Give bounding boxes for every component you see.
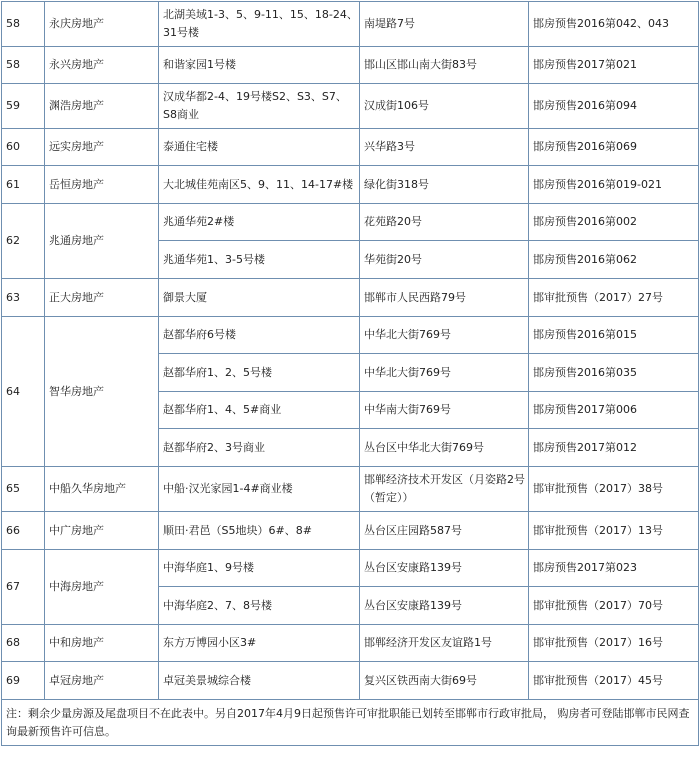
project-name: 兆通华苑1、3-5号楼 xyxy=(159,241,360,279)
table-row xyxy=(2,166,699,204)
permit-number: 邯审批预售（2017）27号 xyxy=(529,279,699,317)
row-number: 58 xyxy=(2,47,45,84)
table-row xyxy=(2,129,699,166)
developer-name: 永庆房地产 xyxy=(45,2,159,47)
project-address: 邯山区邯山南大街83号 xyxy=(360,47,529,84)
permit-number: 邯房预售2017第006 xyxy=(529,392,699,429)
row-number: 64 xyxy=(2,317,45,467)
permit-number: 邯房预售2016第035 xyxy=(529,354,699,392)
permit-number: 邯房预售2016第015 xyxy=(529,317,699,354)
project-address: 邯郸经济开发区友谊路1号 xyxy=(360,625,529,662)
permit-number: 邯房预售2016第069 xyxy=(529,129,699,166)
developer-name: 中广房地产 xyxy=(45,512,159,550)
developer-name: 岳恒房地产 xyxy=(45,166,159,204)
project-name: 赵都华府6号楼 xyxy=(159,317,360,354)
developer-name: 卓冠房地产 xyxy=(45,662,159,700)
project-address: 中华南大街769号 xyxy=(360,392,529,429)
permit-number: 邯房预售2017第021 xyxy=(529,47,699,84)
project-name: 赵都华府1、4、5#商业 xyxy=(159,392,360,429)
table-row xyxy=(2,47,699,84)
row-number: 59 xyxy=(2,84,45,129)
project-name: 中海华庭2、7、8号楼 xyxy=(159,587,360,625)
project-name: 赵都华府1、2、5号楼 xyxy=(159,354,360,392)
permit-number: 邯房预售2016第042、043 xyxy=(529,2,699,47)
permit-number: 邯房预售2016第094 xyxy=(529,84,699,129)
project-address: 汉成街106号 xyxy=(360,84,529,129)
permit-number: 邯审批预售（2017）70号 xyxy=(529,587,699,625)
table-row xyxy=(2,662,699,700)
project-address: 丛台区庄园路587号 xyxy=(360,512,529,550)
developer-name: 正大房地产 xyxy=(45,279,159,317)
project-address: 绿化街318号 xyxy=(360,166,529,204)
project-address: 丛台区中华北大街769号 xyxy=(360,429,529,467)
project-address: 华苑街20号 xyxy=(360,241,529,279)
row-number: 61 xyxy=(2,166,45,204)
row-number: 67 xyxy=(2,550,45,625)
project-address: 邯郸经济技术开发区（月姿路2号（暂定）） xyxy=(360,467,529,512)
permit-number: 邯房预售2017第023 xyxy=(529,550,699,587)
row-number: 65 xyxy=(2,467,45,512)
row-number: 62 xyxy=(2,204,45,279)
project-name: 大北城佳苑南区5、9、11、14-17#楼 xyxy=(159,166,360,204)
table-row xyxy=(2,550,699,587)
project-name: 泰通住宅楼 xyxy=(159,129,360,166)
project-address: 中华北大街769号 xyxy=(360,354,529,392)
project-address: 邯郸市人民西路79号 xyxy=(360,279,529,317)
row-number: 66 xyxy=(2,512,45,550)
table-row xyxy=(2,2,699,47)
project-name: 北湖美域1-3、5、9-11、15、18-24、31号楼 xyxy=(159,2,360,47)
table-row xyxy=(2,700,699,746)
project-address: 复兴区铁西南大街69号 xyxy=(360,662,529,700)
table-row xyxy=(2,204,699,241)
project-name: 卓冠美景城综合楼 xyxy=(159,662,360,700)
row-number: 60 xyxy=(2,129,45,166)
table-row xyxy=(2,625,699,662)
permit-number: 邯房预售2016第002 xyxy=(529,204,699,241)
table-row xyxy=(2,467,699,512)
table-row xyxy=(2,84,699,129)
table-row xyxy=(2,317,699,354)
project-name: 和谐家园1号楼 xyxy=(159,47,360,84)
footnote: 注：剩余少量房源及尾盘项目不在此表中。另自2017年4月9日起预售许可审批职能已划转至邯郸市行政审批局， 购房者可登陆邯郸市民网查询最新预售许可信息。 xyxy=(2,700,699,746)
permit-number: 邯房预售2016第062 xyxy=(529,241,699,279)
project-name: 中海华庭1、9号楼 xyxy=(159,550,360,587)
project-name: 兆通华苑2#楼 xyxy=(159,204,360,241)
project-address: 丛台区安康路139号 xyxy=(360,587,529,625)
developer-name: 中船久华房地产 xyxy=(45,467,159,512)
row-number: 58 xyxy=(2,2,45,47)
project-name: 汉成华都2-4、19号楼S2、S3、S7、S8商业 xyxy=(159,84,360,129)
developer-name: 兆通房地产 xyxy=(45,204,159,279)
table-row xyxy=(2,279,699,317)
project-address: 丛台区安康路139号 xyxy=(360,550,529,587)
project-name: 顺田·君邑（S5地块）6#、8# xyxy=(159,512,360,550)
row-number: 63 xyxy=(2,279,45,317)
project-address: 花苑路20号 xyxy=(360,204,529,241)
developer-name: 永兴房地产 xyxy=(45,47,159,84)
permit-number: 邯房预售2016第019-021 xyxy=(529,166,699,204)
project-address: 中华北大街769号 xyxy=(360,317,529,354)
developer-name: 中海房地产 xyxy=(45,550,159,625)
permit-number: 邯审批预售（2017）45号 xyxy=(529,662,699,700)
project-address: 南堤路7号 xyxy=(360,2,529,47)
project-name: 御景大厦 xyxy=(159,279,360,317)
developer-name: 中和房地产 xyxy=(45,625,159,662)
project-address: 兴华路3号 xyxy=(360,129,529,166)
project-name: 赵都华府2、3号商业 xyxy=(159,429,360,467)
developer-name: 远实房地产 xyxy=(45,129,159,166)
permit-number: 邯审批预售（2017）13号 xyxy=(529,512,699,550)
presale-permit-table xyxy=(1,1,699,746)
permit-number: 邯审批预售（2017）38号 xyxy=(529,467,699,512)
project-name: 东方万博园小区3# xyxy=(159,625,360,662)
row-number: 69 xyxy=(2,662,45,700)
row-number: 68 xyxy=(2,625,45,662)
permit-number: 邯房预售2017第012 xyxy=(529,429,699,467)
permit-number: 邯审批预售（2017）16号 xyxy=(529,625,699,662)
developer-name: 渊浩房地产 xyxy=(45,84,159,129)
project-name: 中船·汉光家园1-4#商业楼 xyxy=(159,467,360,512)
table-row xyxy=(2,512,699,550)
developer-name: 智华房地产 xyxy=(45,317,159,467)
